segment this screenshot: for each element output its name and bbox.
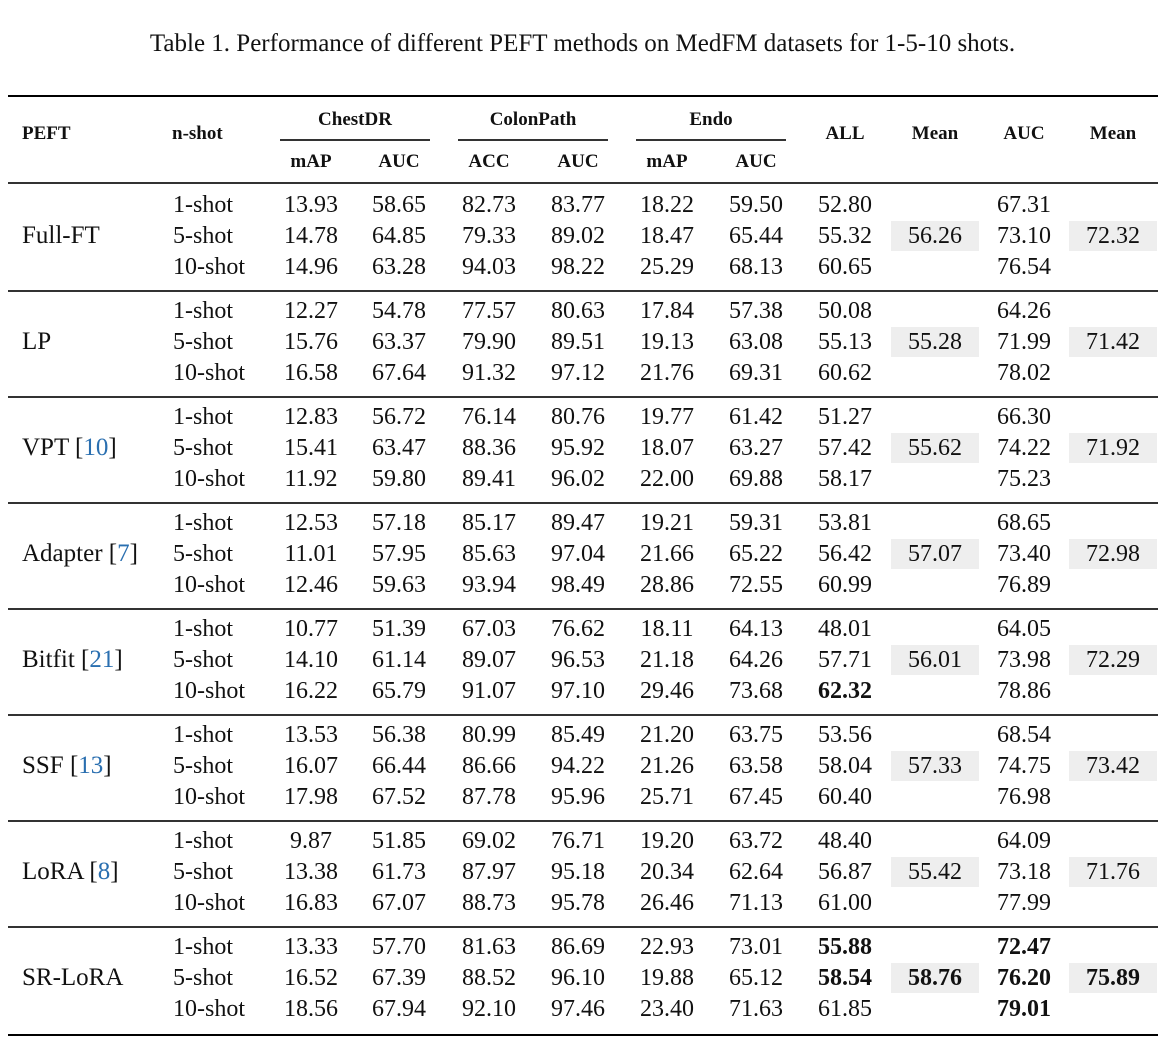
value-cell: 51.85 bbox=[372, 828, 426, 854]
method-name: SSF [13] bbox=[22, 752, 112, 779]
auc-cell: 73.40 bbox=[997, 541, 1051, 567]
header-group-colonpath: ColonPath bbox=[489, 109, 577, 130]
value-cell: 97.12 bbox=[551, 360, 605, 386]
citation-link[interactable]: 21 bbox=[89, 646, 115, 673]
value-cell: 16.07 bbox=[284, 753, 338, 779]
mean-all-cell: 55.28 bbox=[891, 327, 979, 357]
value-cell: 59.50 bbox=[729, 192, 783, 218]
value-cell: 22.00 bbox=[640, 466, 694, 492]
group-separator bbox=[8, 396, 1158, 398]
method-label: LoRA bbox=[22, 858, 84, 885]
value-cell: 69.02 bbox=[462, 828, 516, 854]
header-mean-all: Mean bbox=[911, 123, 959, 144]
all-cell: 57.42 bbox=[818, 435, 872, 461]
mean-auc-cell: 72.98 bbox=[1069, 539, 1157, 569]
citation-link[interactable]: 10 bbox=[83, 434, 109, 461]
all-cell: 56.42 bbox=[818, 541, 872, 567]
method-name bbox=[22, 963, 123, 993]
value-cell: 12.83 bbox=[284, 404, 338, 430]
value-cell: 91.07 bbox=[462, 678, 516, 704]
value-cell: 73.01 bbox=[729, 934, 783, 960]
value-cell: 95.92 bbox=[551, 435, 605, 461]
all-cell: 58.17 bbox=[818, 466, 872, 492]
mean-all-cell: 57.07 bbox=[891, 539, 979, 569]
value-cell: 98.49 bbox=[551, 572, 605, 598]
value-cell: 73.68 bbox=[729, 678, 783, 704]
auc-cell: 74.22 bbox=[997, 435, 1051, 461]
value-cell: 12.27 bbox=[284, 298, 338, 324]
all-cell: 58.04 bbox=[818, 753, 872, 779]
auc-cell: 76.20 bbox=[997, 965, 1051, 991]
value-cell: 20.34 bbox=[640, 859, 694, 885]
shot-label: 1-shot bbox=[173, 828, 233, 854]
value-cell: 59.63 bbox=[372, 572, 426, 598]
auc-cell: 64.05 bbox=[997, 616, 1051, 642]
value-cell: 63.27 bbox=[729, 435, 783, 461]
value-cell: 63.37 bbox=[372, 329, 426, 355]
value-cell: 96.02 bbox=[551, 466, 605, 492]
shot-label: 10-shot bbox=[173, 996, 245, 1022]
value-cell: 56.72 bbox=[372, 404, 426, 430]
value-cell: 67.94 bbox=[372, 996, 426, 1022]
value-cell: 14.96 bbox=[284, 254, 338, 280]
auc-cell: 74.75 bbox=[997, 753, 1051, 779]
shot-label: 5-shot bbox=[173, 329, 233, 355]
value-cell: 79.90 bbox=[462, 329, 516, 355]
value-cell: 63.28 bbox=[372, 254, 426, 280]
mean-auc-cell: 71.76 bbox=[1069, 857, 1157, 887]
value-cell: 64.26 bbox=[729, 647, 783, 673]
value-cell: 97.04 bbox=[551, 541, 605, 567]
header-sub-auc: AUC bbox=[378, 151, 420, 172]
shot-label: 5-shot bbox=[173, 541, 233, 567]
value-cell: 98.22 bbox=[551, 254, 605, 280]
value-cell: 68.13 bbox=[729, 254, 783, 280]
header-all: ALL bbox=[825, 123, 865, 144]
method-label: LP bbox=[22, 328, 52, 355]
value-cell: 61.42 bbox=[729, 404, 783, 430]
shot-label: 1-shot bbox=[173, 616, 233, 642]
value-cell: 81.63 bbox=[462, 934, 516, 960]
top-rule bbox=[8, 95, 1158, 97]
value-cell: 69.31 bbox=[729, 360, 783, 386]
header-sub-map: mAP bbox=[290, 151, 332, 172]
auc-cell: 77.99 bbox=[997, 890, 1051, 916]
all-cell: 50.08 bbox=[818, 298, 872, 324]
value-cell: 25.71 bbox=[640, 784, 694, 810]
shot-label: 1-shot bbox=[173, 404, 233, 430]
auc-cell: 75.23 bbox=[997, 466, 1051, 492]
citation-link[interactable]: 13 bbox=[78, 752, 104, 779]
auc-cell: 79.01 bbox=[997, 996, 1051, 1022]
auc-cell: 73.18 bbox=[997, 859, 1051, 885]
header-mean-auc: Mean bbox=[1089, 123, 1137, 144]
auc-cell: 76.98 bbox=[997, 784, 1051, 810]
value-cell: 57.70 bbox=[372, 934, 426, 960]
value-cell: 65.22 bbox=[729, 541, 783, 567]
value-cell: 97.46 bbox=[551, 996, 605, 1022]
auc-cell: 78.02 bbox=[997, 360, 1051, 386]
shot-label: 10-shot bbox=[173, 784, 245, 810]
value-cell: 21.26 bbox=[640, 753, 694, 779]
value-cell: 22.93 bbox=[640, 934, 694, 960]
shot-label: 1-shot bbox=[173, 722, 233, 748]
header-auc-avg: AUC bbox=[1003, 123, 1045, 144]
header-nshot: n-shot bbox=[172, 123, 223, 144]
value-cell: 85.49 bbox=[551, 722, 605, 748]
value-cell: 95.18 bbox=[551, 859, 605, 885]
value-cell: 92.10 bbox=[462, 996, 516, 1022]
value-cell: 63.58 bbox=[729, 753, 783, 779]
value-cell: 21.18 bbox=[640, 647, 694, 673]
value-cell: 67.07 bbox=[372, 890, 426, 916]
header-sub-acc: ACC bbox=[468, 151, 510, 172]
value-cell: 82.73 bbox=[462, 192, 516, 218]
header-sub-map: mAP bbox=[646, 151, 688, 172]
all-cell: 60.62 bbox=[818, 360, 872, 386]
value-cell: 64.13 bbox=[729, 616, 783, 642]
value-cell: 89.02 bbox=[551, 223, 605, 249]
mean-auc-cell: 73.42 bbox=[1069, 751, 1157, 781]
shot-label: 10-shot bbox=[173, 360, 245, 386]
value-cell: 17.84 bbox=[640, 298, 694, 324]
all-cell: 56.87 bbox=[818, 859, 872, 885]
auc-cell: 72.47 bbox=[997, 934, 1051, 960]
value-cell: 19.20 bbox=[640, 828, 694, 854]
shot-label: 5-shot bbox=[173, 647, 233, 673]
mean-all-cell: 55.62 bbox=[891, 433, 979, 463]
value-cell: 67.64 bbox=[372, 360, 426, 386]
value-cell: 93.94 bbox=[462, 572, 516, 598]
all-cell: 60.40 bbox=[818, 784, 872, 810]
all-cell: 60.65 bbox=[818, 254, 872, 280]
auc-cell: 73.10 bbox=[997, 223, 1051, 249]
value-cell: 72.55 bbox=[729, 572, 783, 598]
group-separator bbox=[8, 926, 1158, 928]
value-cell: 13.33 bbox=[284, 934, 338, 960]
group-separator bbox=[8, 820, 1158, 822]
value-cell: 57.18 bbox=[372, 510, 426, 536]
value-cell: 80.99 bbox=[462, 722, 516, 748]
auc-cell: 68.65 bbox=[997, 510, 1051, 536]
all-cell: 48.40 bbox=[818, 828, 872, 854]
method-label: Full-FT bbox=[22, 222, 100, 249]
mean-all-cell: 56.26 bbox=[891, 221, 979, 251]
value-cell: 76.14 bbox=[462, 404, 516, 430]
value-cell: 9.87 bbox=[290, 828, 332, 854]
value-cell: 85.63 bbox=[462, 541, 516, 567]
value-cell: 95.78 bbox=[551, 890, 605, 916]
table-caption: Table 1. Performance of different PEFT methods on MedFM datasets for 1-5-10 shots. bbox=[149, 30, 1016, 57]
value-cell: 86.66 bbox=[462, 753, 516, 779]
header-peft: PEFT bbox=[22, 123, 71, 144]
shot-label: 1-shot bbox=[173, 298, 233, 324]
shot-label: 5-shot bbox=[173, 753, 233, 779]
mean-auc-cell: 71.92 bbox=[1069, 433, 1157, 463]
mean-auc-cell: 75.89 bbox=[1069, 963, 1157, 993]
value-cell: 15.41 bbox=[284, 435, 338, 461]
value-cell: 67.03 bbox=[462, 616, 516, 642]
method-name bbox=[22, 221, 100, 251]
header-rule bbox=[8, 182, 1158, 184]
all-cell: 53.56 bbox=[818, 722, 872, 748]
mean-auc-cell: 72.32 bbox=[1069, 221, 1157, 251]
shot-label: 1-shot bbox=[173, 192, 233, 218]
value-cell: 94.22 bbox=[551, 753, 605, 779]
value-cell: 57.38 bbox=[729, 298, 783, 324]
all-cell: 55.32 bbox=[818, 223, 872, 249]
value-cell: 91.32 bbox=[462, 360, 516, 386]
group-separator bbox=[8, 502, 1158, 504]
value-cell: 29.46 bbox=[640, 678, 694, 704]
value-cell: 87.78 bbox=[462, 784, 516, 810]
method-name: LoRA [8] bbox=[22, 858, 119, 885]
value-cell: 89.47 bbox=[551, 510, 605, 536]
group-separator bbox=[8, 608, 1158, 610]
value-cell: 88.52 bbox=[462, 965, 516, 991]
value-cell: 88.36 bbox=[462, 435, 516, 461]
group-separator bbox=[8, 714, 1158, 716]
value-cell: 21.20 bbox=[640, 722, 694, 748]
value-cell: 67.39 bbox=[372, 965, 426, 991]
value-cell: 54.78 bbox=[372, 298, 426, 324]
value-cell: 67.52 bbox=[372, 784, 426, 810]
shot-label: 10-shot bbox=[173, 890, 245, 916]
value-cell: 89.51 bbox=[551, 329, 605, 355]
value-cell: 15.76 bbox=[284, 329, 338, 355]
method-label: VPT bbox=[22, 434, 69, 461]
value-cell: 63.72 bbox=[729, 828, 783, 854]
mean-auc-cell: 71.42 bbox=[1069, 327, 1157, 357]
method-name: VPT [10] bbox=[22, 434, 117, 461]
all-cell: 48.01 bbox=[818, 616, 872, 642]
value-cell: 13.38 bbox=[284, 859, 338, 885]
value-cell: 69.88 bbox=[729, 466, 783, 492]
value-cell: 57.95 bbox=[372, 541, 426, 567]
value-cell: 14.78 bbox=[284, 223, 338, 249]
all-cell: 51.27 bbox=[818, 404, 872, 430]
value-cell: 11.01 bbox=[284, 541, 338, 567]
group-rule-chestdr bbox=[280, 139, 430, 141]
value-cell: 61.14 bbox=[372, 647, 426, 673]
value-cell: 18.47 bbox=[640, 223, 694, 249]
value-cell: 14.10 bbox=[284, 647, 338, 673]
value-cell: 11.92 bbox=[284, 466, 338, 492]
mean-auc-cell: 72.29 bbox=[1069, 645, 1157, 675]
shot-label: 5-shot bbox=[173, 859, 233, 885]
value-cell: 16.22 bbox=[284, 678, 338, 704]
value-cell: 10.77 bbox=[284, 616, 338, 642]
citation-link[interactable]: 8 bbox=[97, 858, 111, 885]
value-cell: 80.76 bbox=[551, 404, 605, 430]
value-cell: 16.83 bbox=[284, 890, 338, 916]
mean-all-cell: 55.42 bbox=[891, 857, 979, 887]
value-cell: 67.45 bbox=[729, 784, 783, 810]
bottom-rule bbox=[8, 1034, 1158, 1036]
auc-cell: 71.99 bbox=[997, 329, 1051, 355]
header-sub-auc: AUC bbox=[557, 151, 599, 172]
value-cell: 94.03 bbox=[462, 254, 516, 280]
value-cell: 76.62 bbox=[551, 616, 605, 642]
value-cell: 56.38 bbox=[372, 722, 426, 748]
all-cell: 52.80 bbox=[818, 192, 872, 218]
method-label: SSF bbox=[22, 752, 64, 779]
method-name bbox=[22, 327, 51, 357]
value-cell: 59.31 bbox=[729, 510, 783, 536]
value-cell: 83.77 bbox=[551, 192, 605, 218]
value-cell: 71.13 bbox=[729, 890, 783, 916]
value-cell: 63.08 bbox=[729, 329, 783, 355]
value-cell: 19.13 bbox=[640, 329, 694, 355]
value-cell: 88.73 bbox=[462, 890, 516, 916]
shot-label: 5-shot bbox=[173, 435, 233, 461]
all-cell: 61.00 bbox=[818, 890, 872, 916]
method-name: Adapter [7] bbox=[22, 540, 138, 567]
shot-label: 10-shot bbox=[173, 254, 245, 280]
citation-link[interactable]: 7 bbox=[117, 540, 130, 567]
group-separator bbox=[8, 290, 1158, 292]
mean-all-cell: 57.33 bbox=[891, 751, 979, 781]
value-cell: 12.46 bbox=[284, 572, 338, 598]
mean-all-cell: 56.01 bbox=[891, 645, 979, 675]
value-cell: 19.88 bbox=[640, 965, 694, 991]
auc-cell: 64.09 bbox=[997, 828, 1051, 854]
value-cell: 97.10 bbox=[551, 678, 605, 704]
value-cell: 87.97 bbox=[462, 859, 516, 885]
value-cell: 21.66 bbox=[640, 541, 694, 567]
value-cell: 21.76 bbox=[640, 360, 694, 386]
auc-cell: 67.31 bbox=[997, 192, 1051, 218]
all-cell: 61.85 bbox=[818, 996, 872, 1022]
group-rule-colonpath bbox=[458, 139, 608, 141]
value-cell: 63.47 bbox=[372, 435, 426, 461]
value-cell: 16.52 bbox=[284, 965, 338, 991]
all-cell: 62.32 bbox=[818, 678, 872, 704]
value-cell: 16.58 bbox=[284, 360, 338, 386]
value-cell: 89.07 bbox=[462, 647, 516, 673]
value-cell: 58.65 bbox=[372, 192, 426, 218]
shot-label: 1-shot bbox=[173, 934, 233, 960]
auc-cell: 78.86 bbox=[997, 678, 1051, 704]
method-label: Bitfit bbox=[22, 646, 75, 673]
auc-cell: 68.54 bbox=[997, 722, 1051, 748]
shot-label: 1-shot bbox=[173, 510, 233, 536]
value-cell: 18.22 bbox=[640, 192, 694, 218]
value-cell: 65.79 bbox=[372, 678, 426, 704]
all-cell: 55.88 bbox=[818, 934, 872, 960]
auc-cell: 76.89 bbox=[997, 572, 1051, 598]
shot-label: 5-shot bbox=[173, 223, 233, 249]
header-group-chestdr: ChestDR bbox=[318, 109, 392, 130]
value-cell: 18.07 bbox=[640, 435, 694, 461]
value-cell: 79.33 bbox=[462, 223, 516, 249]
value-cell: 26.46 bbox=[640, 890, 694, 916]
value-cell: 80.63 bbox=[551, 298, 605, 324]
value-cell: 66.44 bbox=[372, 753, 426, 779]
value-cell: 89.41 bbox=[462, 466, 516, 492]
value-cell: 64.85 bbox=[372, 223, 426, 249]
value-cell: 96.53 bbox=[551, 647, 605, 673]
value-cell: 28.86 bbox=[640, 572, 694, 598]
value-cell: 19.77 bbox=[640, 404, 694, 430]
all-cell: 53.81 bbox=[818, 510, 872, 536]
value-cell: 61.73 bbox=[372, 859, 426, 885]
value-cell: 71.63 bbox=[729, 996, 783, 1022]
auc-cell: 73.98 bbox=[997, 647, 1051, 673]
value-cell: 65.12 bbox=[729, 965, 783, 991]
value-cell: 95.96 bbox=[551, 784, 605, 810]
shot-label: 10-shot bbox=[173, 466, 245, 492]
value-cell: 62.64 bbox=[729, 859, 783, 885]
value-cell: 77.57 bbox=[462, 298, 516, 324]
auc-cell: 66.30 bbox=[997, 404, 1051, 430]
value-cell: 96.10 bbox=[551, 965, 605, 991]
method-label: Adapter bbox=[22, 540, 103, 567]
value-cell: 85.17 bbox=[462, 510, 516, 536]
all-cell: 57.71 bbox=[818, 647, 872, 673]
value-cell: 25.29 bbox=[640, 254, 694, 280]
header-sub-auc: AUC bbox=[735, 151, 777, 172]
header-group-endo: Endo bbox=[689, 109, 733, 130]
shot-label: 10-shot bbox=[173, 572, 245, 598]
value-cell: 51.39 bbox=[372, 616, 426, 642]
value-cell: 12.53 bbox=[284, 510, 338, 536]
value-cell: 18.11 bbox=[640, 616, 694, 642]
value-cell: 76.71 bbox=[551, 828, 605, 854]
shot-label: 5-shot bbox=[173, 965, 233, 991]
value-cell: 18.56 bbox=[284, 996, 338, 1022]
group-rule-endo bbox=[636, 139, 786, 141]
method-name: Bitfit [21] bbox=[22, 646, 123, 673]
all-cell: 58.54 bbox=[818, 965, 872, 991]
value-cell: 63.75 bbox=[729, 722, 783, 748]
value-cell: 19.21 bbox=[640, 510, 694, 536]
value-cell: 13.53 bbox=[284, 722, 338, 748]
value-cell: 65.44 bbox=[729, 223, 783, 249]
value-cell: 13.93 bbox=[284, 192, 338, 218]
auc-cell: 64.26 bbox=[997, 298, 1051, 324]
method-label: SR-LoRA bbox=[22, 964, 124, 991]
all-cell: 60.99 bbox=[818, 572, 872, 598]
value-cell: 59.80 bbox=[372, 466, 426, 492]
auc-cell: 76.54 bbox=[997, 254, 1051, 280]
value-cell: 86.69 bbox=[551, 934, 605, 960]
mean-all-cell: 58.76 bbox=[891, 963, 979, 993]
value-cell: 17.98 bbox=[284, 784, 338, 810]
value-cell: 23.40 bbox=[640, 996, 694, 1022]
all-cell: 55.13 bbox=[818, 329, 872, 355]
shot-label: 10-shot bbox=[173, 678, 245, 704]
